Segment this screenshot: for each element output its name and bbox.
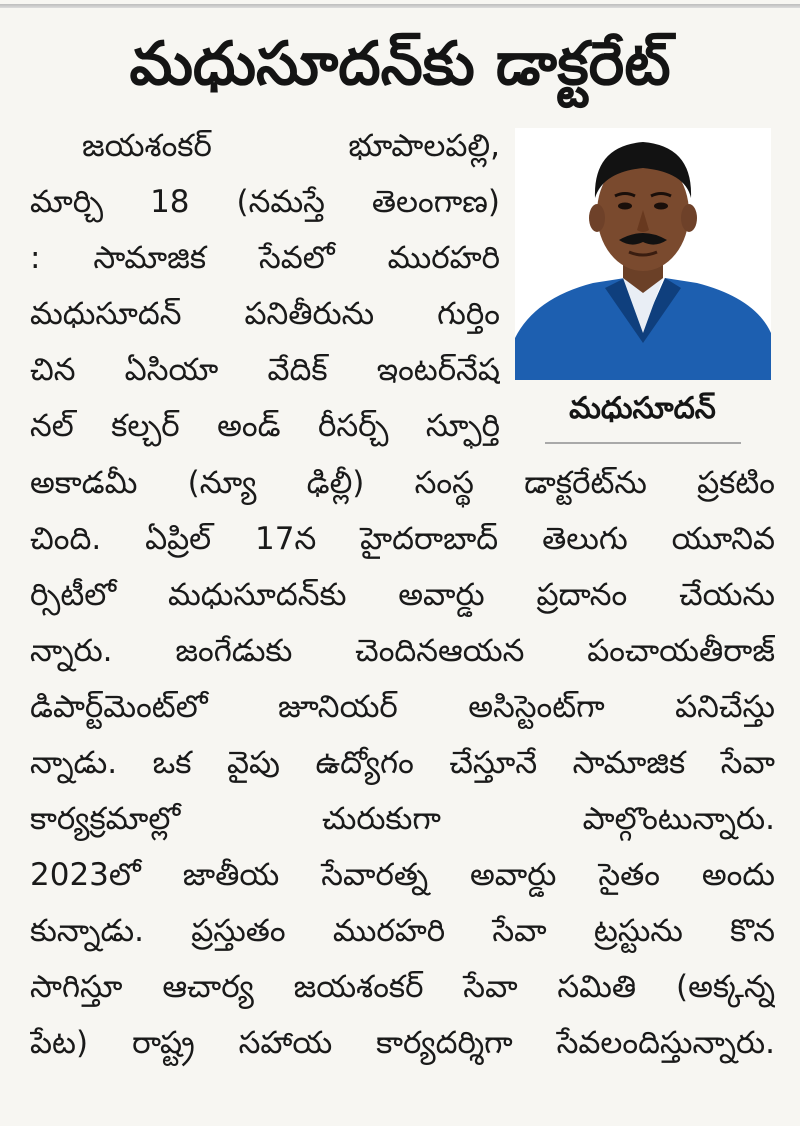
photo-caption: మధుసూదన్ bbox=[569, 391, 716, 426]
body-line: న్నారు. జంగేడుకు చెందినఆయన పంచాయతీరాజ్ bbox=[30, 633, 775, 669]
body-line: మార్చి 18 (నమస్తే తెలంగాణ) bbox=[30, 184, 500, 220]
body-line: కున్నాడు. ప్రస్తుతం మురహరి సేవా ట్రస్టును కొన bbox=[30, 913, 775, 949]
body-line: కార్యక్రమాల్లో చురుకుగా పాల్గొంటున్నారు. bbox=[30, 801, 775, 837]
body-line: జయశంకర్ భూపాలపల్లి, bbox=[82, 128, 500, 164]
body-line: చింది. ఏప్రిల్ 17న హైదరాబాద్ తెలుగు యూనివ bbox=[30, 521, 775, 557]
body-line: న్నాడు. ఒక వైపు ఉద్యోగం చేస్తూనే సామాజిక సేవా bbox=[30, 745, 775, 781]
body-line: 2023లో జాతీయ సేవారత్న అవార్డు సైతం అందు bbox=[30, 857, 775, 893]
body-line: చిన ఏసియా వేదిక్ ఇంటర్‌నేష bbox=[30, 352, 500, 388]
body-line: నల్ కల్చర్ అండ్ రీసర్చ్ స్ఫూర్తి bbox=[30, 408, 500, 444]
headline: మధుసూదన్‌కు డాక్టరేట్ bbox=[129, 29, 671, 99]
caption-underline bbox=[545, 442, 741, 444]
body-line: పేట) రాష్ట్ర సహాయ కార్యదర్శిగా సేవలందిస్తున్నారు. bbox=[30, 1025, 775, 1061]
body-line: డిపార్ట్‌మెంట్‌లో జూనియర్ అసిస్టెంట్‌గా పనిచేస్తు bbox=[30, 689, 775, 725]
body-line: ర్సిటీలో మధుసూదన్‌కు అవార్డు ప్రదానం చేయను bbox=[30, 577, 775, 613]
body-line: : సామాజిక సేవలో మురహరి bbox=[30, 240, 500, 276]
article-body-upper bbox=[30, 118, 500, 454]
body-line: అకాడమీ (న్యూ ఢిల్లీ) సంస్థ డాక్టరేట్‌ను ప్రకటిం bbox=[30, 465, 775, 501]
article-body-lower bbox=[30, 455, 775, 1071]
body-line: సాగిస్తూ ఆచార్య జయశంకర్ సేవా సమితి (అక్కన్న bbox=[30, 969, 775, 1005]
top-divider-rule bbox=[0, 4, 800, 8]
portrait-photo bbox=[515, 128, 771, 380]
body-line: మధుసూదన్ పనితీరును గుర్తిం bbox=[30, 296, 500, 332]
